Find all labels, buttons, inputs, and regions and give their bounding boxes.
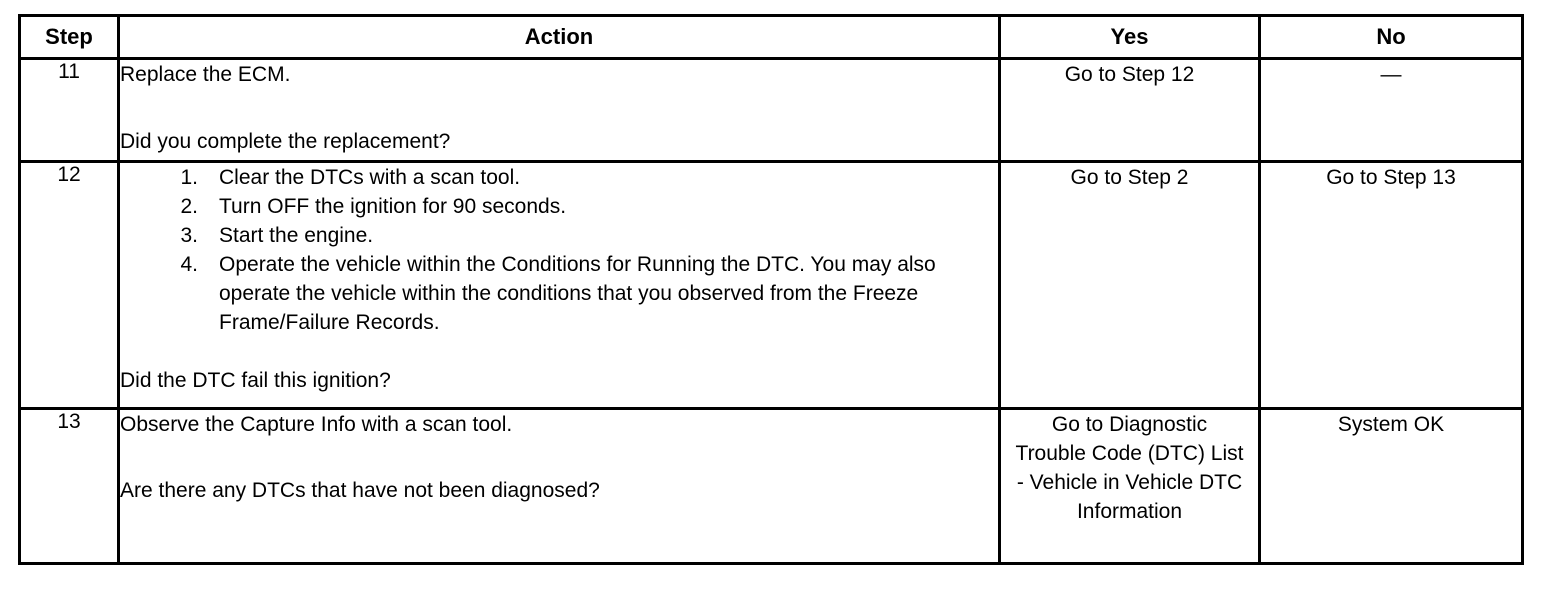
header-action: Action bbox=[119, 16, 1000, 59]
header-row bbox=[20, 16, 1523, 59]
no-result: — bbox=[1260, 59, 1523, 162]
yes-result: Go to Diagnostic Trouble Code (DTC) List - Vehicle in Vehicle DTC Information bbox=[1000, 409, 1260, 564]
action-cell bbox=[119, 59, 1000, 162]
table-row bbox=[20, 59, 1523, 162]
header-step: Step bbox=[20, 16, 119, 59]
list-item-text: Clear the DTCs with a scan tool. bbox=[219, 166, 521, 189]
list-item-number: 4. bbox=[180, 253, 198, 276]
action-question: Are there any DTCs that have not been diagnosed? bbox=[120, 479, 600, 502]
step-number: 13 bbox=[20, 409, 119, 564]
no-result: System OK bbox=[1260, 409, 1523, 564]
no-result: Go to Step 13 bbox=[1260, 162, 1523, 409]
action-text: Observe the Capture Info with a scan tool. bbox=[120, 413, 513, 436]
step-number: 12 bbox=[20, 162, 119, 409]
list-item bbox=[120, 163, 998, 192]
table-row bbox=[20, 162, 1523, 409]
list-item bbox=[120, 250, 998, 337]
header-no: No bbox=[1260, 16, 1523, 59]
list-item-number: 3. bbox=[180, 224, 198, 247]
action-question: Did the DTC fail this ignition? bbox=[120, 369, 391, 392]
step-number: 11 bbox=[20, 59, 119, 162]
yes-result: Go to Step 2 bbox=[1000, 162, 1260, 409]
list-item bbox=[120, 192, 998, 221]
list-item bbox=[120, 221, 998, 250]
action-cell bbox=[119, 409, 1000, 564]
diagnostic-table bbox=[18, 14, 1524, 565]
action-text: Replace the ECM. bbox=[120, 63, 291, 86]
table-row bbox=[20, 409, 1523, 564]
list-item-number: 1. bbox=[180, 166, 198, 189]
action-cell bbox=[119, 162, 1000, 409]
action-question: Did you complete the replacement? bbox=[120, 130, 451, 153]
header-yes: Yes bbox=[1000, 16, 1260, 59]
list-item-text: Turn OFF the ignition for 90 seconds. bbox=[219, 195, 567, 218]
procedure-list bbox=[120, 163, 998, 337]
list-item-text: Start the engine. bbox=[219, 224, 374, 247]
yes-result: Go to Step 12 bbox=[1000, 59, 1260, 162]
list-item-text: Operate the vehicle within the Conditions for Running the DTC. You may also operate the vehicle within the conditions that you observed from the Freeze Frame/Failure Records. bbox=[219, 253, 936, 334]
list-item-number: 2. bbox=[180, 195, 198, 218]
